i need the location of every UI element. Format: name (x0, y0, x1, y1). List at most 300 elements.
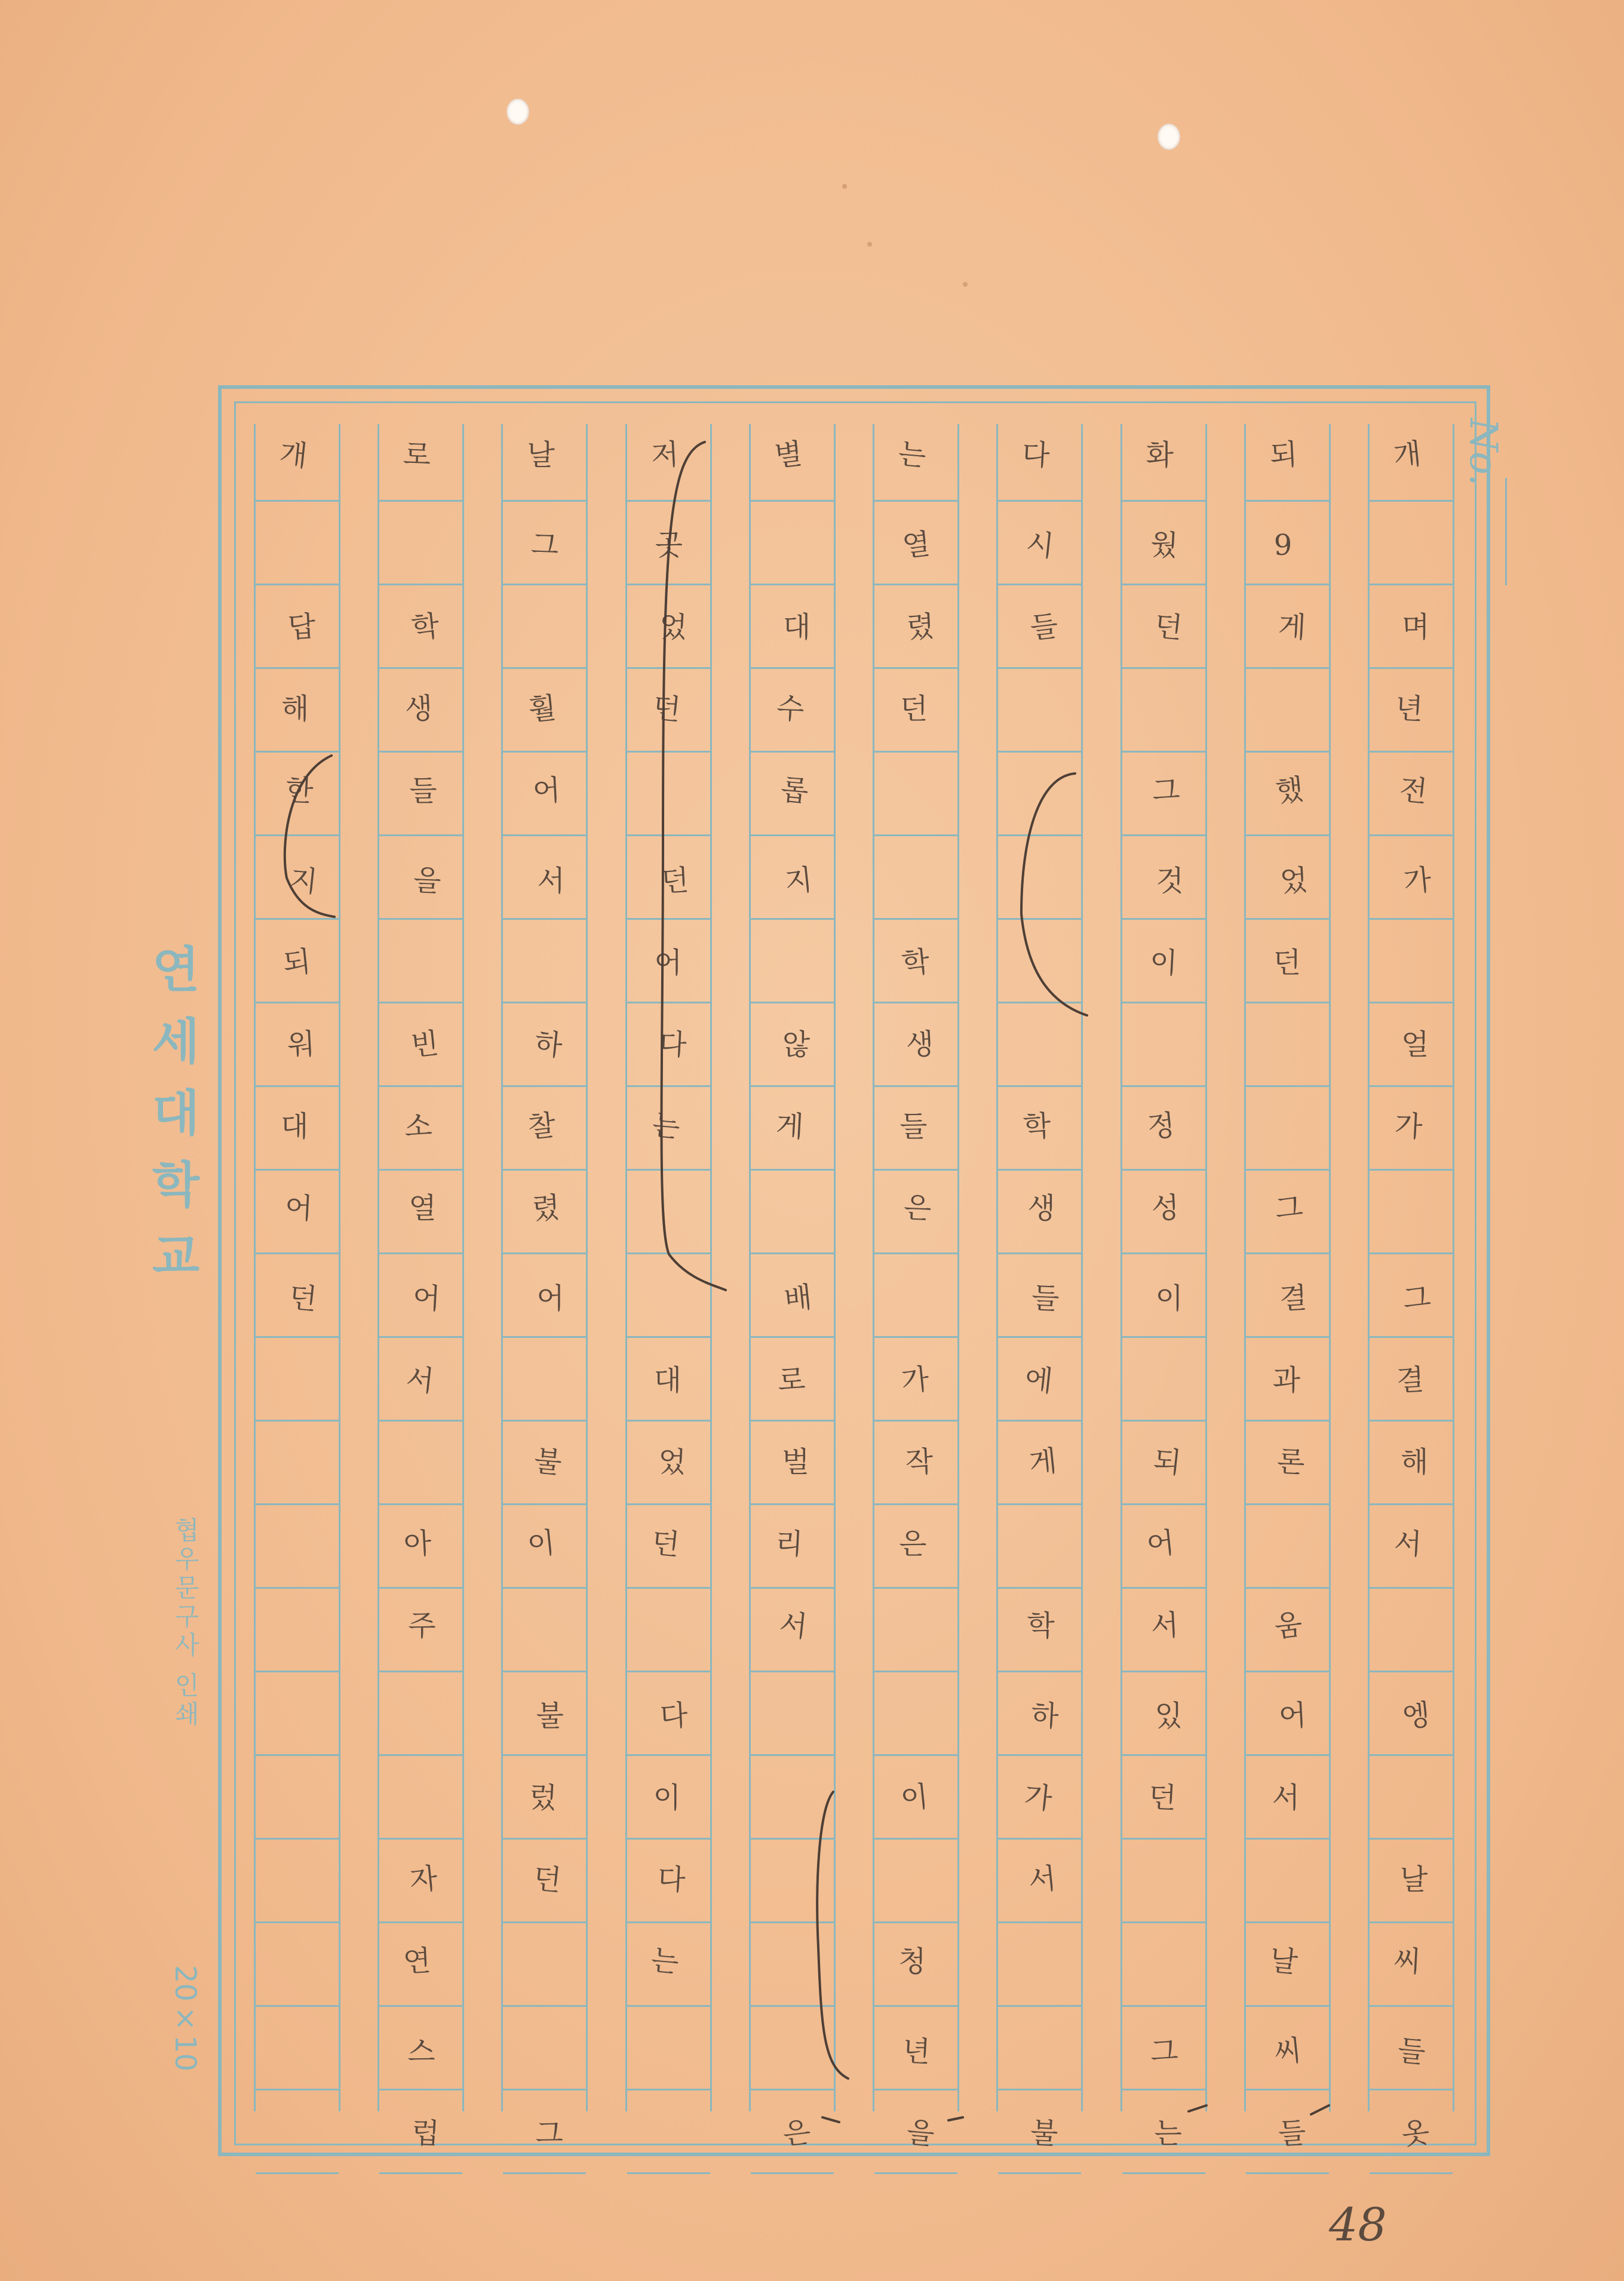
manuscript-column (377, 424, 464, 2151)
manuscript-cell (1246, 1254, 1329, 1338)
manuscript-cell (1122, 1254, 1205, 1338)
manuscript-cell (1246, 418, 1329, 502)
manuscript-cell (627, 2007, 710, 2090)
manuscript-cell (379, 1171, 462, 1254)
manuscript-cell (627, 836, 710, 920)
manuscript-cell (256, 2090, 339, 2174)
manuscript-cell (256, 1003, 339, 1087)
handwritten-char: 그 (1151, 773, 1181, 809)
handwritten-char: 있 (1155, 1699, 1183, 1733)
handwritten-char: 렸 (532, 1190, 561, 1226)
manuscript-cell (751, 585, 834, 669)
printer-name: 협우문구사 인쇄 (171, 1517, 200, 1730)
handwritten-char: 던 (900, 692, 928, 726)
manuscript-cell (627, 502, 710, 585)
handwritten-char: 날 (1267, 1943, 1299, 1980)
manuscript-cell (1122, 1589, 1205, 1672)
handwritten-char: 은 (781, 2115, 813, 2152)
manuscript-cell (874, 1171, 957, 1254)
manuscript-cell (256, 502, 339, 585)
handwritten-char: 엥 (1401, 1697, 1432, 1734)
handwritten-char: 는 (649, 1943, 680, 1980)
manuscript-cell (256, 1338, 339, 1422)
manuscript-cell (1122, 502, 1205, 585)
handwritten-char: 들 (1029, 609, 1060, 646)
manuscript-cell (503, 1923, 586, 2007)
manuscript-cell (1246, 836, 1329, 920)
manuscript-cell (1122, 1672, 1205, 1756)
handwritten-char: 어 (1278, 1698, 1307, 1734)
manuscript-cell (1370, 1338, 1453, 1422)
handwritten-char: 그 (1273, 1190, 1304, 1227)
handwritten-char: 이 (653, 1781, 681, 1815)
handwritten-char: 로 (402, 437, 432, 473)
manuscript-cell (503, 1756, 586, 1840)
manuscript-cell (1246, 1505, 1329, 1589)
manuscript-cell (1370, 753, 1453, 836)
manuscript-cell (379, 2007, 462, 2090)
university-name: 연세대학교 (143, 944, 201, 1302)
handwritten-char: 그 (530, 527, 560, 563)
manuscript-cell (1370, 669, 1453, 753)
manuscript-cell (503, 920, 586, 1003)
handwritten-char: 롭 (779, 772, 811, 809)
manuscript-cell (1246, 1589, 1329, 1672)
manuscript-cell (627, 1338, 710, 1422)
handwritten-char: 스 (407, 2035, 435, 2068)
manuscript-cell (627, 1422, 710, 1505)
handwritten-char: 은 (902, 1190, 932, 1226)
manuscript-cell (503, 2007, 586, 2090)
manuscript-cell (627, 1840, 710, 1923)
manuscript-cell (1246, 1840, 1329, 1923)
manuscript-cell (998, 1087, 1081, 1171)
handwritten-char: 지 (288, 862, 320, 899)
manuscript-cell (998, 1422, 1081, 1505)
manuscript-cell (998, 1003, 1081, 1087)
manuscript-cell (503, 1087, 586, 1171)
handwritten-char: 작 (904, 1444, 934, 1480)
manuscript-cell (751, 502, 834, 585)
handwritten-char: 그 (1149, 2034, 1179, 2070)
manuscript-cell (751, 1087, 834, 1171)
handwritten-char: 이 (899, 1779, 931, 1816)
handwritten-char: 그 (1401, 1280, 1433, 1317)
handwritten-char: 불 (1029, 2116, 1060, 2151)
manuscript-cell (751, 1756, 834, 1840)
handwritten-char: 이 (1155, 1282, 1183, 1315)
handwritten-char: 소 (403, 1109, 434, 1144)
handwritten-char: 되 (1151, 1444, 1183, 1481)
manuscript-cell (503, 1003, 586, 1087)
handwritten-char: 한 (284, 773, 314, 809)
handwritten-char: 곳 (655, 529, 683, 562)
manuscript-cell (751, 1672, 834, 1756)
handwritten-char: 가 (1393, 1109, 1423, 1144)
sheet-number-line (1505, 478, 1507, 585)
handwritten-char: 화 (1146, 438, 1174, 472)
handwritten-char: 서 (1272, 1781, 1300, 1815)
manuscript-cell (874, 418, 957, 502)
handwritten-char: 이 (1149, 945, 1178, 981)
manuscript-cell (751, 2007, 834, 2090)
manuscript-column (625, 424, 712, 2111)
manuscript-cell (627, 1589, 710, 1672)
manuscript-cell (1370, 1171, 1453, 1254)
manuscript-cell (874, 1505, 957, 1589)
handwritten-char: 날 (1400, 1863, 1428, 1896)
handwritten-char: 성 (1150, 1190, 1180, 1226)
handwritten-char: 벌 (781, 1445, 810, 1479)
manuscript-cell (998, 1589, 1081, 1672)
manuscript-cell (1370, 1087, 1453, 1171)
handwritten-char: 9 (1273, 529, 1293, 562)
manuscript-cell (751, 669, 834, 753)
manuscript-cell (256, 1171, 339, 1254)
handwritten-char: 정 (1145, 1108, 1177, 1145)
manuscript-cell (1246, 1756, 1329, 1840)
manuscript-cell (256, 920, 339, 1003)
manuscript-cell (256, 2007, 339, 2090)
manuscript-cell (503, 1672, 586, 1756)
handwritten-char: 찰 (526, 1108, 558, 1145)
manuscript-cell (874, 669, 957, 753)
handwritten-char: 어 (532, 773, 562, 809)
manuscript-cell (1246, 2090, 1329, 2174)
manuscript-cell (627, 1756, 710, 1840)
handwritten-char: 서 (537, 864, 565, 898)
handwritten-char: 되 (281, 944, 313, 981)
handwritten-char: 대 (782, 610, 811, 644)
handwritten-char: 이 (526, 1525, 557, 1562)
handwritten-char: 불 (536, 1699, 564, 1733)
manuscript-cell (503, 753, 586, 836)
manuscript-cell (874, 585, 957, 669)
manuscript-cell (998, 1672, 1081, 1756)
manuscript-cell (751, 1505, 834, 1589)
paper-fleck (867, 242, 872, 247)
manuscript-cell (874, 1756, 957, 1840)
manuscript-column (254, 424, 340, 2111)
handwritten-char: 서 (1393, 1526, 1423, 1562)
handwritten-char: 답 (287, 609, 317, 645)
paper-fleck (842, 184, 847, 189)
manuscript-cell (1122, 1338, 1205, 1422)
handwritten-char: 전 (1398, 772, 1429, 809)
handwritten-char: 게 (775, 1109, 805, 1144)
handwritten-char: 결 (1395, 1362, 1425, 1398)
handwritten-char: 던 (1147, 1780, 1177, 1816)
manuscript-cell (998, 2007, 1081, 2090)
handwritten-char: 렸 (905, 609, 935, 645)
manuscript-cell (1370, 1840, 1453, 1923)
handwritten-char: 씨 (1392, 1944, 1422, 1979)
manuscript-cell (998, 836, 1081, 920)
manuscript-cell (379, 1756, 462, 1840)
manuscript-cell (1122, 836, 1205, 920)
handwritten-char: 어 (536, 1282, 564, 1315)
manuscript-grid (254, 424, 1454, 2152)
handwritten-char: 들 (1030, 1281, 1061, 1316)
manuscript-cell (998, 502, 1081, 585)
manuscript-column (873, 424, 959, 2152)
manuscript-column (1244, 424, 1331, 2151)
handwritten-char: 별 (773, 437, 805, 474)
handwritten-char: 서 (1027, 1861, 1058, 1898)
manuscript-cell (1122, 753, 1205, 836)
handwritten-char: 어 (654, 946, 683, 980)
manuscript-cell (874, 502, 957, 585)
manuscript-cell (627, 669, 710, 753)
handwritten-char: 저 (650, 437, 680, 473)
handwritten-char: 얼 (1401, 1028, 1429, 1061)
manuscript-cell (379, 418, 462, 502)
manuscript-cell (998, 920, 1081, 1003)
manuscript-cell (1122, 585, 1205, 669)
handwritten-char: 않 (782, 1028, 811, 1061)
handwritten-char: 옷 (1400, 2115, 1432, 2152)
handwritten-char: 어 (1144, 1525, 1176, 1562)
handwritten-char: 것 (1156, 864, 1184, 898)
manuscript-cell (503, 1338, 586, 1422)
manuscript-cell (1122, 1003, 1205, 1087)
manuscript-cell (1122, 1087, 1205, 1171)
handwritten-char: 불 (532, 1444, 564, 1481)
manuscript-cell (256, 669, 339, 753)
manuscript-cell (998, 753, 1081, 836)
manuscript-cell (998, 585, 1081, 669)
handwritten-char: 는 (650, 1108, 681, 1145)
manuscript-cell (503, 1840, 586, 1923)
handwritten-char: 결 (1278, 1281, 1308, 1316)
handwritten-char: 던 (650, 690, 682, 727)
handwritten-char: 서 (778, 1607, 809, 1644)
manuscript-cell (1122, 1171, 1205, 1254)
manuscript-cell (379, 753, 462, 836)
manuscript-cell (256, 836, 339, 920)
manuscript-cell (627, 1003, 710, 1087)
manuscript-cell (751, 2090, 834, 2174)
handwritten-char: 학 (1022, 1109, 1052, 1144)
handwritten-char: 개 (1392, 437, 1423, 474)
handwritten-char: 던 (1273, 946, 1301, 980)
manuscript-cell (627, 1254, 710, 1338)
manuscript-cell (503, 1589, 586, 1672)
handwritten-char: 가 (1023, 1779, 1054, 1816)
manuscript-cell (1122, 669, 1205, 753)
manuscript-cell (751, 836, 834, 920)
manuscript-cell (379, 585, 462, 669)
manuscript-cell (998, 418, 1081, 502)
manuscript-cell (751, 1589, 834, 1672)
manuscript-cell (751, 1840, 834, 1923)
manuscript-cell (256, 1254, 339, 1338)
manuscript-cell (379, 2090, 462, 2174)
manuscript-cell (1246, 1171, 1329, 1254)
manuscript-cell (256, 585, 339, 669)
paper-fleck (963, 282, 968, 287)
manuscript-cell (256, 1672, 339, 1756)
manuscript-cell (874, 1672, 957, 1756)
manuscript-cell (379, 920, 462, 1003)
manuscript-column (501, 424, 588, 2150)
manuscript-cell (256, 1840, 339, 1923)
manuscript-cell (627, 1171, 710, 1254)
handwritten-char: 해 (281, 692, 309, 726)
manuscript-cell (874, 1840, 957, 1923)
punch-hole (506, 99, 529, 125)
manuscript-cell (874, 1003, 957, 1087)
manuscript-cell (627, 1505, 710, 1589)
manuscript-cell (1246, 502, 1329, 585)
manuscript-cell (1122, 1756, 1205, 1840)
manuscript-cell (1370, 1254, 1453, 1338)
manuscript-cell (1370, 1923, 1453, 2007)
manuscript-cell (1122, 1422, 1205, 1505)
handwritten-char: 연 (402, 1944, 432, 1979)
manuscript-cell (1246, 669, 1329, 753)
handwritten-char: 하 (1030, 1698, 1060, 1734)
handwritten-char: 서 (1150, 1608, 1180, 1644)
manuscript-cell (379, 1923, 462, 2007)
manuscript-cell (627, 585, 710, 669)
punch-hole (1158, 124, 1180, 150)
manuscript-cell (1122, 920, 1205, 1003)
manuscript-cell (1246, 1923, 1329, 2007)
handwritten-char: 들 (409, 774, 437, 808)
manuscript-column (1368, 424, 1454, 2152)
handwritten-char: 게 (1027, 1444, 1059, 1481)
manuscript-cell (1246, 585, 1329, 669)
manuscript-cell (503, 1505, 586, 1589)
handwritten-char: 렀 (529, 1780, 558, 1816)
handwritten-char: 던 (1152, 609, 1184, 646)
handwritten-char: 던 (649, 1525, 681, 1562)
handwritten-char: 생 (404, 691, 434, 727)
manuscript-cell (1122, 418, 1205, 502)
handwritten-char: 어 (412, 1281, 442, 1316)
manuscript-cell (1370, 2007, 1453, 2090)
manuscript-cell (627, 1672, 710, 1756)
manuscript-cell (379, 1254, 462, 1338)
handwritten-char: 던 (287, 1280, 319, 1317)
manuscript-cell (998, 1338, 1081, 1422)
handwritten-char: 움 (1272, 1607, 1304, 1644)
handwritten-char: 다 (659, 1698, 689, 1734)
manuscript-cell (503, 2090, 586, 2174)
manuscript-cell (751, 920, 834, 1003)
sheet-number-label: No. (1461, 418, 1505, 486)
handwritten-char: 은 (899, 1527, 927, 1561)
handwritten-char: 했 (1273, 772, 1305, 809)
manuscript-cell (256, 1756, 339, 1840)
manuscript-cell (379, 1003, 462, 1087)
manuscript-cell (1370, 836, 1453, 920)
manuscript-cell (1122, 2007, 1205, 2090)
manuscript-cell (751, 1171, 834, 1254)
manuscript-cell (751, 1923, 834, 2007)
handwritten-char: 는 (897, 437, 928, 474)
manuscript-cell (751, 418, 834, 502)
handwritten-char: 학 (410, 609, 441, 646)
manuscript-cell (627, 753, 710, 836)
manuscript-column (996, 424, 1083, 2151)
manuscript-cell (256, 1923, 339, 2007)
manuscript-cell (998, 1505, 1081, 1589)
manuscript-cell (998, 1254, 1081, 1338)
manuscript-cell (874, 1923, 957, 2007)
manuscript-cell (874, 2007, 957, 2090)
handwritten-char: 서 (404, 1362, 436, 1399)
handwritten-char: 지 (783, 862, 815, 899)
handwritten-char: 그 (535, 2117, 563, 2150)
manuscript-cell (1246, 1338, 1329, 1422)
manuscript-cell (379, 669, 462, 753)
manuscript-cell (1370, 585, 1453, 669)
manuscript-cell (751, 1422, 834, 1505)
manuscript-cell (1370, 2090, 1453, 2174)
handwritten-char: 었 (1279, 863, 1309, 899)
manuscript-cell (874, 836, 957, 920)
manuscript-cell (1370, 418, 1453, 502)
handwritten-char: 었 (658, 609, 688, 645)
manuscript-cell (874, 1087, 957, 1171)
handwritten-char: 리 (774, 1526, 804, 1562)
handwritten-char: 다 (658, 1027, 687, 1063)
manuscript-cell (874, 753, 957, 836)
manuscript-cell (379, 836, 462, 920)
manuscript-cell (503, 669, 586, 753)
handwritten-char: 생 (905, 1027, 935, 1063)
handwritten-char: 되 (1269, 437, 1298, 473)
manuscript-cell (256, 418, 339, 502)
manuscript-cell (503, 502, 586, 585)
manuscript-cell (379, 1505, 462, 1589)
handwritten-char: 던 (660, 863, 690, 899)
manuscript-cell (503, 836, 586, 920)
manuscript-cell (1246, 1672, 1329, 1756)
manuscript-cell (751, 753, 834, 836)
manuscript-cell (751, 1338, 834, 1422)
handwritten-char: 자 (408, 1861, 440, 1898)
manuscript-cell (503, 585, 586, 669)
handwritten-char: 하 (533, 1026, 564, 1063)
manuscript-cell (1122, 1505, 1205, 1589)
handwritten-char: 주 (408, 1609, 436, 1643)
handwritten-char: 청 (898, 1945, 926, 1978)
handwritten-char: 빈 (409, 1026, 441, 1063)
manuscript-cell (874, 920, 957, 1003)
handwritten-char: 게 (1277, 609, 1307, 645)
manuscript-cell (998, 1171, 1081, 1254)
manuscript-cell (379, 1589, 462, 1672)
handwritten-char: 개 (278, 437, 309, 474)
manuscript-cell (256, 753, 339, 836)
manuscript-cell (627, 2090, 710, 2174)
handwritten-char: 년 (1394, 691, 1424, 727)
manuscript-cell (1370, 1422, 1453, 1505)
manuscript-cell (874, 1254, 957, 1338)
handwritten-char: 년 (901, 2034, 931, 2070)
handwritten-char: 가 (900, 1362, 931, 1399)
handwritten-char: 들 (900, 1110, 928, 1143)
grid-spec: 20×10 (168, 1965, 202, 2072)
handwritten-char: 가 (1402, 862, 1433, 899)
manuscript-cell (256, 1422, 339, 1505)
manuscript-cell (1370, 1003, 1453, 1087)
handwritten-char: 며 (1402, 610, 1430, 644)
manuscript-cell (256, 1589, 339, 1672)
